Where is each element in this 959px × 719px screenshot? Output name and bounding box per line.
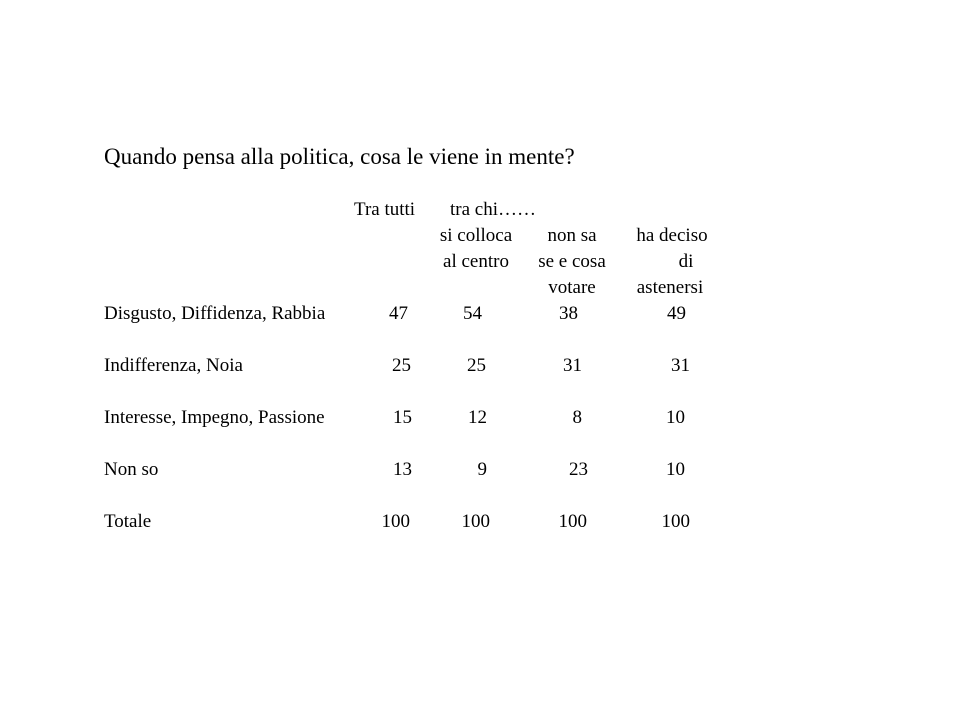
cell-tutti: 100 <box>381 511 410 532</box>
cell-centro: 25 <box>467 355 486 376</box>
cell-centro: 54 <box>463 303 482 324</box>
cell-tutti: 47 <box>389 303 408 324</box>
header-nonsa-line2: se e cosa <box>538 251 606 272</box>
cell-tutti: 13 <box>393 459 412 480</box>
row-label: Non so <box>104 459 159 480</box>
header-centro-line1: si colloca <box>439 225 513 246</box>
header-nonsa-line1: non sa <box>547 225 597 246</box>
header-astenersi-line1: ha deciso <box>636 225 708 246</box>
cell-tutti: 25 <box>392 355 411 376</box>
header-astenersi-line3: astenersi <box>636 277 704 298</box>
row-label: Interesse, Impegno, Passione <box>104 407 325 428</box>
header-astenersi-line2: di <box>678 251 694 272</box>
cell-centro: 100 <box>461 511 490 532</box>
cell-astenersi: 10 <box>666 459 685 480</box>
cell-nonsa: 23 <box>569 459 588 480</box>
slide-title: Quando pensa alla politica, cosa le viene in mente? <box>104 144 575 169</box>
header-tra-tutti: Tra tutti <box>354 199 416 220</box>
cell-nonsa: 38 <box>559 303 578 324</box>
cell-astenersi: 100 <box>661 511 690 532</box>
cell-centro: 9 <box>477 459 487 480</box>
cell-astenersi: 10 <box>666 407 685 428</box>
row-label-total: Totale <box>104 511 152 532</box>
cell-nonsa: 8 <box>572 407 582 428</box>
cell-astenersi: 49 <box>667 303 686 324</box>
header-tra-chi: tra chi…… <box>450 199 537 220</box>
cell-nonsa: 31 <box>563 355 582 376</box>
row-label: Disgusto, Diffidenza, Rabbia <box>104 303 326 324</box>
row-label: Indifferenza, Noia <box>104 355 243 376</box>
cell-tutti: 15 <box>393 407 412 428</box>
cell-astenersi: 31 <box>671 355 690 376</box>
header-nonsa-line3: votare <box>548 277 596 298</box>
header-centro-line2: al centro <box>443 251 509 272</box>
cell-centro: 12 <box>468 407 487 428</box>
cell-nonsa: 100 <box>558 511 587 532</box>
